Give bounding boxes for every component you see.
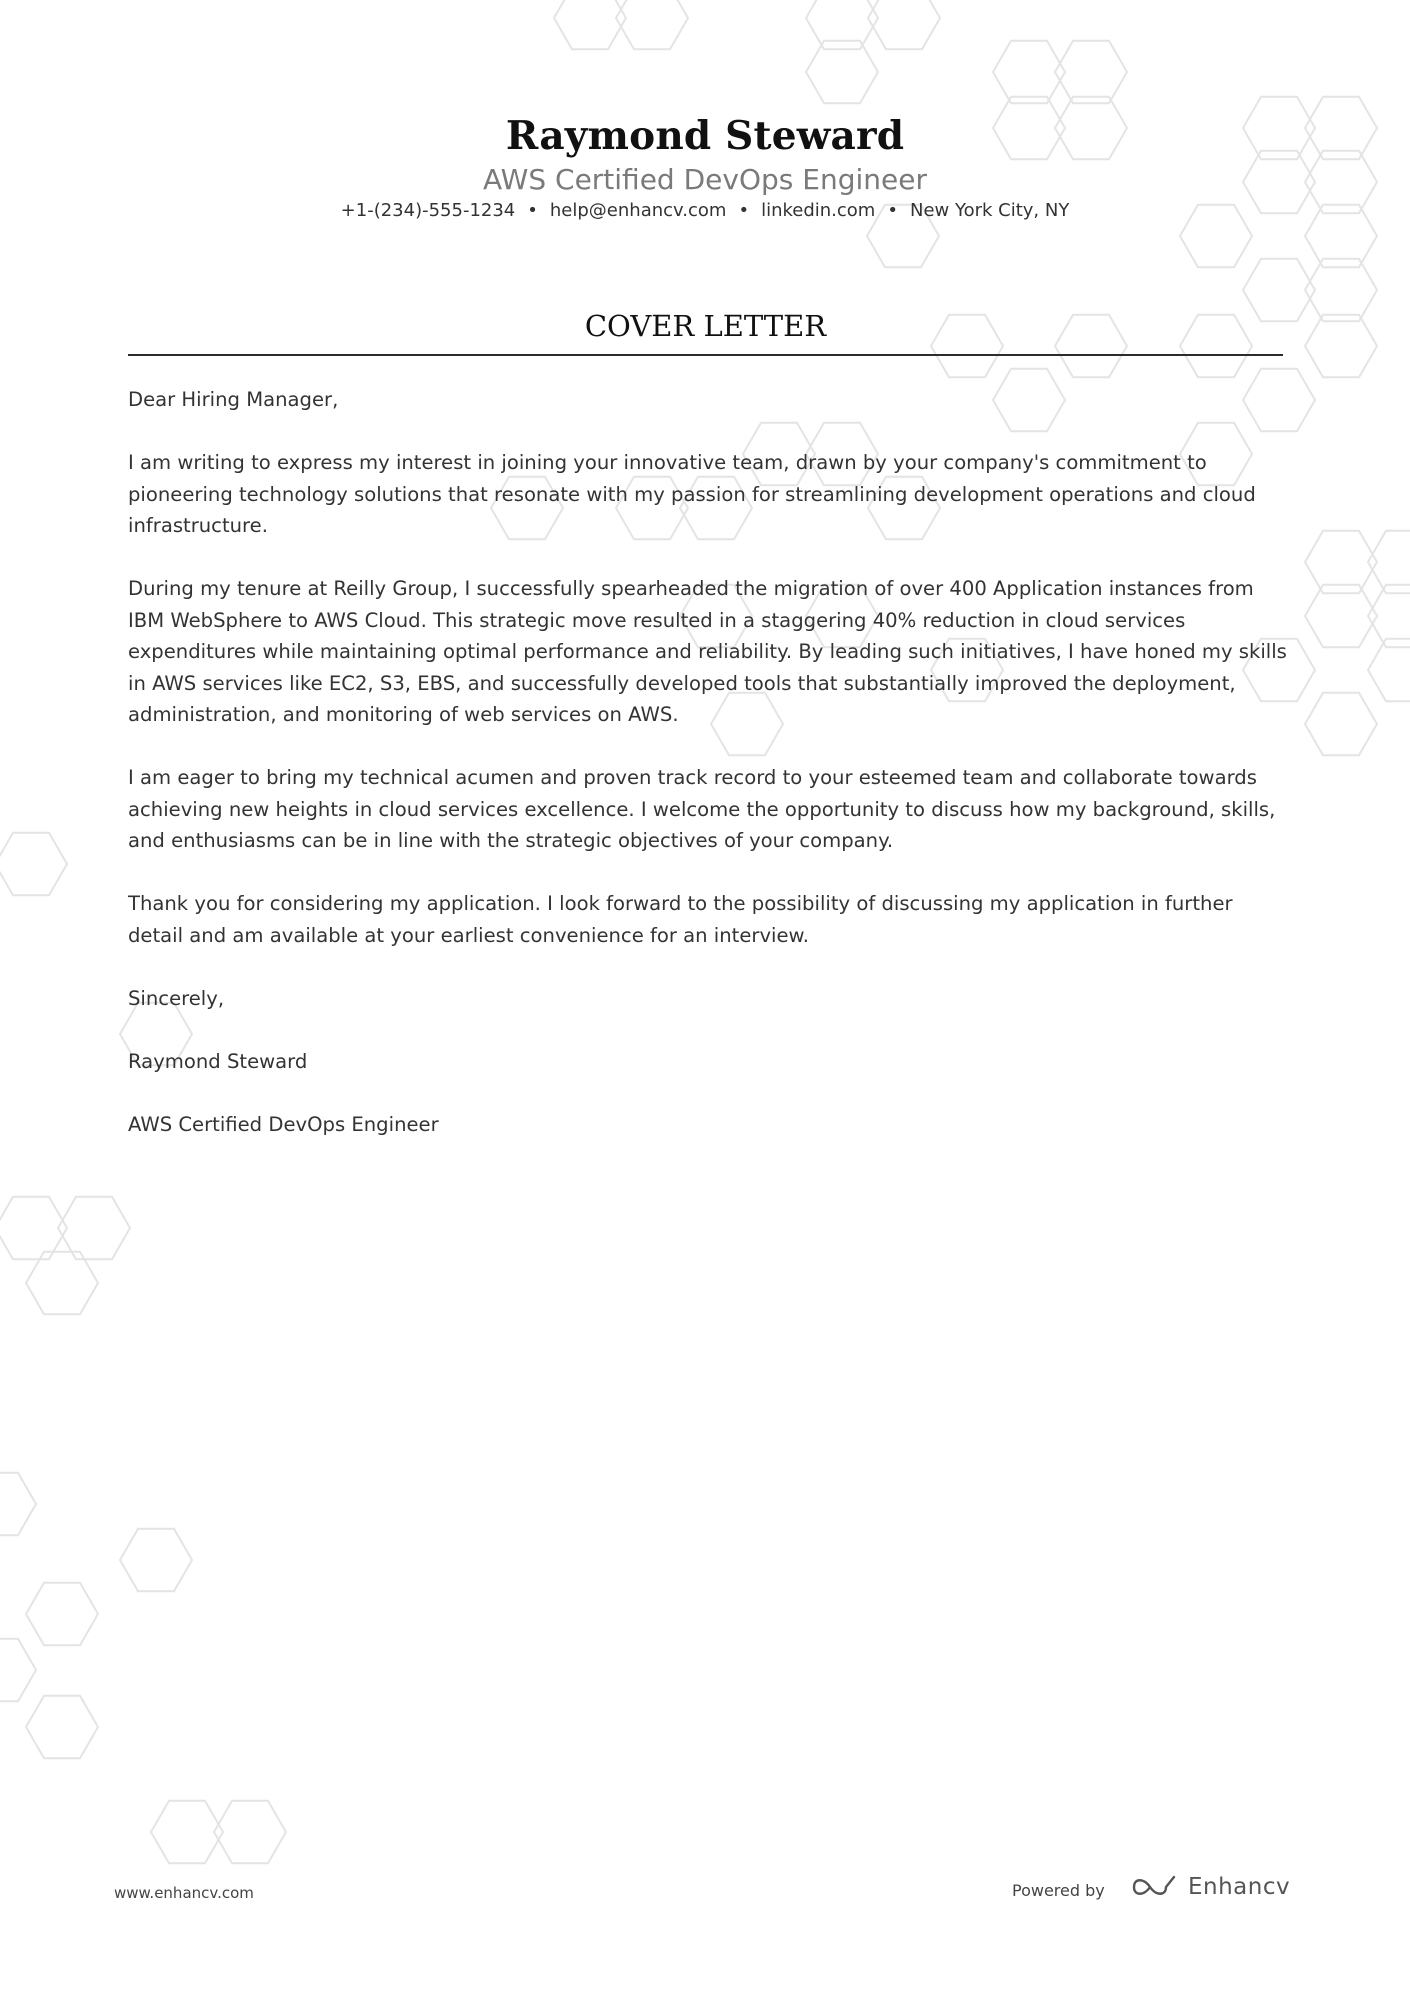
enhancv-brand[interactable]: [1130, 1872, 1290, 1902]
contact-phone: +1-(234)-555-1234: [340, 200, 516, 221]
contact-linkedin[interactable]: linkedin.com: [761, 200, 876, 221]
hexagon-shape: [26, 1252, 98, 1314]
letter-paragraph: During my tenure at Reilly Group, I successfully spearheaded the migration of over 400 Application instances from IBM WebSphere to AWS Cloud. This strategic move resulted in a staggering 40% reduction in cloud services expenditures while maintaining optimal performance and reliability. By leading such initiatives, I have honed my skills in AWS services like EC2, S3, EBS, and successfully developed tools that substantially improved the deployment, administration, and monitoring of web services on AWS.: [128, 577, 1287, 726]
hexagon-shape: [26, 1583, 98, 1645]
hexagon-shape: [1305, 531, 1377, 593]
hexagon-shape: [214, 1801, 286, 1863]
hexagon-shape: [993, 41, 1065, 103]
brand-name: Enhancv: [1188, 1874, 1291, 1900]
hexagon-shape: [1305, 585, 1377, 647]
hexagon-shape: [1368, 585, 1410, 647]
applicant-name: Raymond Steward: [505, 113, 905, 159]
salutation: Dear Hiring Manager,: [128, 388, 339, 411]
hexagon-shape: [1305, 693, 1377, 755]
signature-title: AWS Certified DevOps Engineer: [128, 1112, 439, 1136]
hexagon-shape: [868, 0, 940, 49]
letter-paragraph: I am eager to bring my technical acumen and proven track record to your esteemed team and collaborate towards achieving new heights in cloud services excellence. I welcome the opportunity to discuss how my background, skills, and enthusiasms can be in line with the strategic objectives of your company.: [128, 766, 1276, 852]
letter-body: [128, 384, 1288, 1172]
letter-paragraph: Thank you for considering my application. I look forward to the possibility of discussing my application in further detail and am available at your earliest convenience for an interview.: [128, 892, 1233, 947]
hexagon-shape: [58, 1197, 130, 1259]
contact-email[interactable]: help@enhancv.com: [549, 200, 727, 221]
letter-paragraph: I am writing to express my interest in joining your innovative team, drawn by your company's commitment to pioneering technology solutions that resonate with my passion for streamlining development operations and cloud infrastructure.: [128, 451, 1256, 537]
hexagon-shape: [1368, 639, 1410, 701]
hexagon-shape: [120, 1529, 192, 1591]
bullet-separator: •: [527, 200, 538, 221]
footer-url[interactable]: www.enhancv.com: [114, 1884, 254, 1902]
hexagon-shape: [616, 0, 688, 49]
bullet-separator: •: [738, 200, 750, 221]
signature-name: Raymond Steward: [128, 1049, 308, 1073]
hexagon-shape: [1055, 41, 1127, 103]
contact-line: [0, 198, 1410, 224]
hexagon-shape: [0, 1639, 36, 1701]
hexagon-shape: [1305, 315, 1377, 377]
hexagon-shape: [151, 1801, 223, 1863]
powered-by-label: Powered by: [1012, 1881, 1105, 1900]
hexagon-shape: [806, 41, 878, 103]
closing: Sincerely,: [128, 986, 225, 1010]
enhancv-logo-icon: [1130, 1872, 1178, 1902]
hexagon-shape: [0, 1197, 67, 1259]
hexagon-shape: [554, 0, 626, 49]
section-title: COVER LETTER: [584, 309, 827, 343]
hexagon-shape: [806, 0, 878, 49]
hexagon-shape: [26, 1696, 98, 1758]
contact-location: New York City, NY: [909, 200, 1070, 221]
hexagon-shape: [0, 833, 67, 895]
section-divider: [128, 354, 1283, 356]
bullet-separator: •: [887, 200, 898, 221]
hexagon-shape: [1305, 259, 1377, 321]
applicant-role: AWS Certified DevOps Engineer: [483, 163, 927, 196]
letter-header: [0, 112, 1410, 224]
hexagon-shape: [1368, 531, 1410, 593]
hexagon-shape: [0, 1473, 36, 1535]
